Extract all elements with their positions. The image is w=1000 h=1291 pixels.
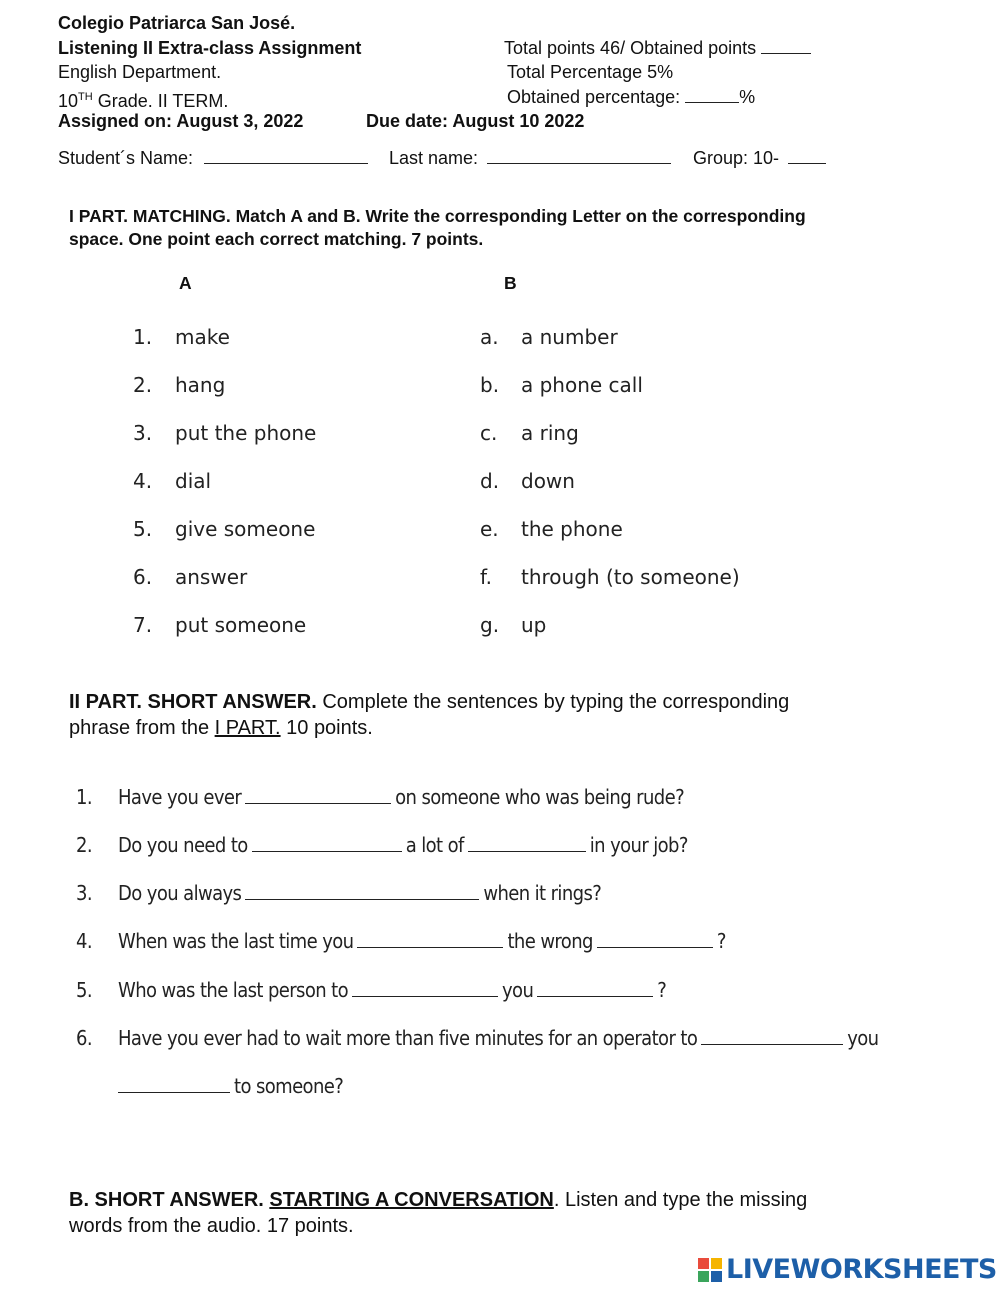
student-name-label: Student´s Name: [58, 148, 194, 168]
answer-blank[interactable] [245, 885, 479, 900]
part2-line2-pre: phrase from the [69, 717, 215, 739]
sentence-text: you [847, 1026, 879, 1050]
sentence-number: 2. [76, 833, 92, 857]
list-item-a6 [133, 565, 247, 589]
item-number: 4. [133, 469, 153, 493]
item-number: 1. [133, 325, 153, 349]
obtained-points-blank[interactable] [761, 39, 811, 54]
column-b-header: B [504, 273, 517, 293]
item-letter: c. [480, 421, 498, 445]
logo-text: LIVEWORKSHEETS [726, 1254, 997, 1285]
sentence-5 [76, 978, 666, 1002]
item-text: up [521, 613, 547, 637]
item-text: put the phone [175, 421, 317, 445]
list-item-b3 [480, 421, 579, 445]
list-item-b7 [480, 613, 546, 637]
sentence-text: Have you ever had to wait more than five minutes for an operator to [118, 1026, 698, 1050]
obtained-percentage [507, 86, 755, 108]
answer-blank[interactable] [468, 837, 586, 852]
percent-sign: % [739, 87, 756, 107]
item-letter: a. [480, 325, 499, 349]
item-number: 5. [133, 517, 153, 541]
partB-title-rest: . Listen and type the missing [553, 1189, 808, 1211]
department: English Department. [58, 62, 222, 82]
liveworksheets-logo [698, 1254, 997, 1285]
sentence-4 [76, 929, 726, 953]
item-text: a phone call [521, 373, 643, 397]
list-item-a3 [133, 421, 316, 445]
item-text: give someone [175, 517, 316, 541]
list-item-b2 [480, 373, 643, 397]
answer-blank[interactable] [245, 789, 391, 804]
sentence-text: ? [657, 978, 667, 1002]
group-blank[interactable] [788, 149, 826, 164]
partB-title-line1 [69, 1187, 807, 1213]
list-item-a7 [133, 613, 306, 637]
item-text: make [175, 325, 230, 349]
item-number: 6. [133, 565, 153, 589]
partB-title-underlined: STARTING A CONVERSATION [269, 1189, 554, 1211]
sentence-text: When was the last time you [118, 929, 354, 953]
grade-term [58, 86, 228, 112]
answer-blank[interactable] [118, 1078, 230, 1093]
answer-blank[interactable] [352, 982, 498, 997]
item-letter: b. [480, 373, 500, 397]
sentence-6 [76, 1026, 879, 1050]
part2-title-line1 [69, 689, 789, 715]
group-label: Group: 10- [693, 148, 780, 168]
student-name-blank[interactable] [204, 149, 368, 164]
item-text: hang [175, 373, 226, 397]
sentence-text: the wrong [507, 929, 593, 953]
list-item-a4 [133, 469, 211, 493]
obtained-percentage-label: Obtained percentage: [507, 87, 681, 107]
total-points-label: Total points 46/ Obtained points [504, 38, 757, 58]
partB-title-bold: B. SHORT ANSWER. [69, 1189, 270, 1211]
logo-mark-icon [698, 1258, 722, 1282]
part1-title-line2: space. One point each correct matching. 7 points. [69, 229, 484, 249]
item-text: put someone [175, 613, 307, 637]
item-text: a number [521, 325, 618, 349]
due-date: Due date: August 10 2022 [366, 111, 585, 131]
sentence-text: Do you always [118, 881, 242, 905]
item-letter: f. [480, 565, 492, 589]
school-name: Colegio Patriarca San José. [58, 13, 296, 33]
list-item-a1 [133, 325, 230, 349]
last-name-label: Last name: [389, 148, 479, 168]
answer-blank[interactable] [701, 1030, 843, 1045]
item-text: answer [175, 565, 248, 589]
list-item-b4 [480, 469, 575, 493]
list-item-b6 [480, 565, 740, 589]
list-item-b1 [480, 325, 618, 349]
item-number: 3. [133, 421, 153, 445]
sentence-text: Have you ever [118, 785, 242, 809]
total-percentage: Total Percentage 5% [507, 62, 674, 82]
answer-blank[interactable] [357, 933, 503, 948]
item-letter: e. [480, 517, 499, 541]
sentence-number: 1. [76, 785, 92, 809]
answer-blank[interactable] [252, 837, 402, 852]
grade-number: 10 [58, 91, 79, 111]
item-text: down [521, 469, 575, 493]
answer-blank[interactable] [537, 982, 653, 997]
column-a-header: A [179, 273, 192, 293]
part2-title-bold: II PART. SHORT ANSWER. [69, 691, 317, 713]
group-row [693, 147, 826, 169]
sentence-text: on someone who was being rude? [395, 785, 685, 809]
sentence-3 [76, 881, 601, 905]
item-text: the phone [521, 517, 623, 541]
sentence-number: 6. [76, 1026, 92, 1050]
list-item-a2 [133, 373, 225, 397]
part1-title-line1: I PART. MATCHING. Match A and B. Write the corresponding Letter on the corresponding [69, 206, 806, 226]
sentence-text: when it rings? [483, 881, 602, 905]
item-number: 2. [133, 373, 153, 397]
assignment-title: Listening II Extra-class Assignment [58, 38, 362, 58]
item-text: through (to someone) [521, 565, 740, 589]
sentence-text: Do you need to [118, 833, 248, 857]
part2-title-rest: Complete the sentences by typing the corresponding [316, 691, 790, 713]
item-text: dial [175, 469, 212, 493]
obtained-percentage-blank[interactable] [685, 88, 739, 103]
sentence-text: Who was the last person to [118, 978, 349, 1002]
item-letter: g. [480, 613, 500, 637]
total-points [504, 37, 811, 59]
sentence-text: in your job? [589, 833, 688, 857]
sentence-text: a lot of [405, 833, 464, 857]
sentence-1 [76, 785, 684, 809]
sentence-text: to someone? [234, 1074, 344, 1098]
sentence-number: 3. [76, 881, 92, 905]
sentence-6-continuation [118, 1074, 343, 1098]
answer-blank[interactable] [597, 933, 713, 948]
grade-suffix: Grade. II TERM. [92, 91, 229, 111]
item-text: a ring [521, 421, 579, 445]
assigned-on: Assigned on: August 3, 2022 [58, 111, 304, 131]
item-number: 7. [133, 613, 153, 637]
student-name-row [58, 147, 368, 169]
sentence-text: ? [716, 929, 726, 953]
last-name-row [389, 147, 671, 169]
sentence-text: you [502, 978, 534, 1002]
item-letter: d. [480, 469, 500, 493]
partB-title-line2: words from the audio. 17 points. [69, 1215, 354, 1237]
sentence-2 [76, 833, 688, 857]
last-name-blank[interactable] [487, 149, 671, 164]
part2-line2-post: 10 points. [280, 717, 373, 739]
part2-title-line2 [69, 715, 373, 741]
sentence-number: 5. [76, 978, 92, 1002]
list-item-a5 [133, 517, 315, 541]
grade-sup: TH [78, 91, 93, 103]
list-item-b5 [480, 517, 623, 541]
part1-reference: I PART. [214, 717, 281, 739]
sentence-number: 4. [76, 929, 92, 953]
